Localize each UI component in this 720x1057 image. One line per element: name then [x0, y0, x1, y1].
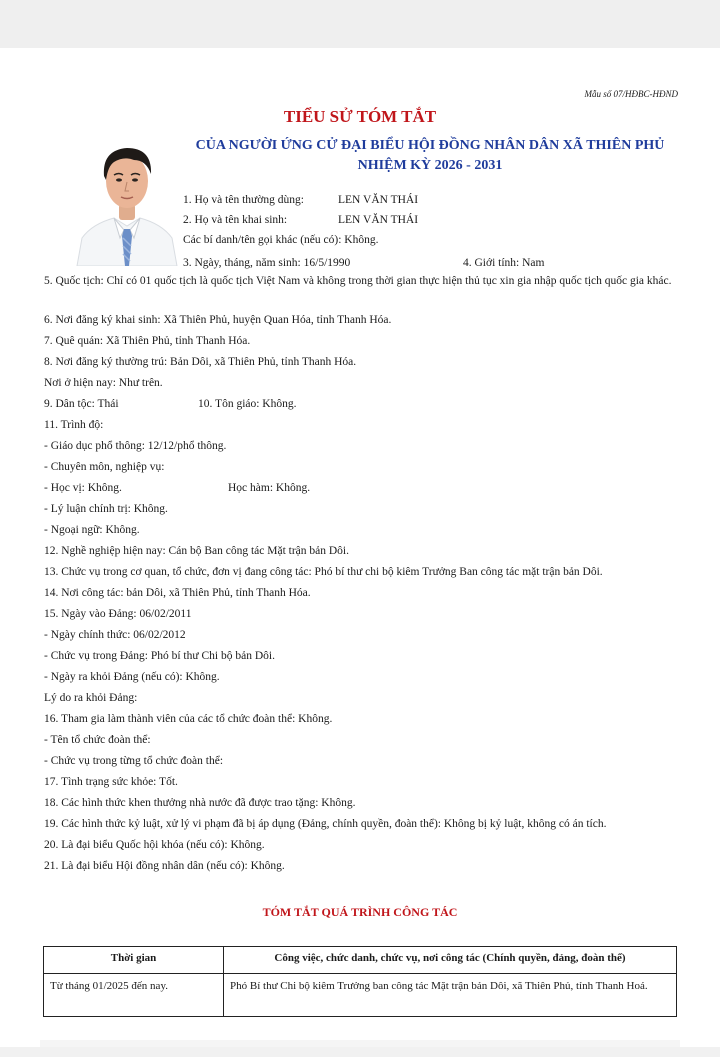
field-foreign-language: - Ngoại ngữ: Không. [44, 524, 140, 536]
field-party-official-date: - Ngày chính thức: 06/02/2012 [44, 629, 186, 641]
field-party-leave-date: - Ngày ra khỏi Đảng (nếu có): Không. [44, 671, 220, 683]
top-bar [0, 0, 720, 48]
field-occupation: 12. Nghề nghiệp hiện nay: Cán bộ Ban công tác Mặt trận bản Dôi. [44, 545, 349, 557]
field-birth-name-value: LEN VĂN THÁI [338, 214, 419, 226]
field-gender: 4. Giới tính: Nam [463, 257, 545, 269]
table-header-row [44, 947, 677, 974]
document-subtitle [180, 136, 680, 176]
document-title: TIỂU SỬ TÓM TẮT [283, 107, 437, 126]
document-page [0, 48, 720, 1047]
field-party-leave-reason: Lý do ra khỏi Đảng: [44, 692, 138, 704]
header-work: Công việc, chức danh, chức vụ, nơi công tác (Chính quyền, đảng, đoàn thể) [224, 947, 677, 974]
field-workplace: 14. Nơi công tác: bản Dôi, xã Thiên Phủ, tỉnh Thanh Hóa. [44, 587, 311, 599]
field-union-name: - Tên tổ chức đoàn thể: [44, 734, 151, 746]
work-history-title: TÓM TẮT QUÁ TRÌNH CÔNG TÁC [262, 905, 458, 919]
field-party-position: - Chức vụ trong Đảng: Phó bí thư Chi bộ bản Dôi. [44, 650, 275, 662]
subtitle-line-2: NHIỆM KỲ 2026 - 2031 [357, 158, 503, 173]
work-history-table [43, 946, 677, 1017]
field-birth-registration: 6. Nơi đăng ký khai sinh: Xã Thiên Phủ, huyện Quan Hóa, tỉnh Thanh Hóa. [44, 314, 392, 326]
field-degree: - Học vị: Không. [44, 482, 122, 494]
header-time: Thời gian [44, 947, 224, 974]
field-position: 13. Chức vụ trong cơ quan, tổ chức, đơn vị đang công tác: Phó bí thư chi bộ kiêm Trưởng Ban công tác mặt trận bản Dôi. [44, 566, 603, 578]
field-discipline: 19. Các hình thức kỷ luật, xử lý vi phạm đã bị áp dụng (Đảng, chính quyền, đoàn thể): Không bị kỷ luật, không có án tích. [44, 818, 607, 830]
field-dob: 3. Ngày, tháng, năm sinh: 16/5/1990 [183, 257, 351, 269]
field-residence: 8. Nơi đăng ký thường trú: Bản Dôi, xã Thiên Phủ, tỉnh Thanh Hóa. [44, 356, 357, 368]
field-peoples-council-deputy: 21. Là đại biểu Hội đồng nhân dân (nếu có): Không. [44, 860, 285, 872]
cell-time: Từ tháng 01/2025 đến nay. [44, 974, 224, 1017]
field-ethnicity: 9. Dân tộc: Thái [44, 398, 119, 410]
form-number: Mẫu số 07/HĐBC-HĐND [584, 89, 678, 99]
portrait-photo [72, 126, 182, 266]
field-national-assembly-deputy: 20. Là đại biểu Quốc hội khóa (nếu có): Không. [44, 839, 265, 851]
field-specialty: - Chuyên môn, nghiệp vụ: [44, 461, 165, 473]
field-current-residence: Nơi ở hiện nay: Như trên. [44, 377, 163, 389]
field-unions: 16. Tham gia làm thành viên của các tổ chức đoàn thể: Không. [44, 713, 333, 725]
field-union-position: - Chức vụ trong từng tổ chức đoàn thể: [44, 755, 224, 767]
field-nationality: 5. Quốc tịch: Chỉ có 01 quốc tịch là quốc tịch Việt Nam và không trong thời gian thực hiện thủ tục xin gia nhập quốc tịch quốc gia khác. [44, 275, 672, 287]
field-academic-title: Học hàm: Không. [228, 482, 311, 494]
field-political-theory: - Lý luận chính trị: Không. [44, 503, 168, 515]
field-general-education: - Giáo dục phổ thông: 12/12/phổ thông. [44, 440, 227, 452]
field-awards: 18. Các hình thức khen thưởng nhà nước đã được trao tặng: Không. [44, 797, 356, 809]
portrait-photo-icon [72, 126, 182, 266]
field-education: 11. Trình độ: [44, 419, 104, 431]
field-religion: 10. Tôn giáo: Không. [198, 398, 297, 410]
field-health: 17. Tình trạng sức khỏe: Tốt. [44, 776, 178, 788]
field-party-join-date: 15. Ngày vào Đảng: 06/02/2011 [44, 608, 192, 620]
field-common-name-value: LEN VĂN THÁI [338, 194, 419, 206]
field-common-name-label: 1. Họ và tên thường dùng: [183, 194, 304, 206]
table-row [44, 974, 677, 1017]
field-birth-name-label: 2. Họ và tên khai sinh: [183, 214, 288, 226]
field-alias: Các bí danh/tên gọi khác (nếu có): Không. [183, 234, 379, 246]
cell-work: Phó Bí thư Chi bộ kiêm Trưởng ban công tác Mặt trận bản Dôi, xã Thiên Phủ, tỉnh Thanh Hoá. [224, 974, 677, 1017]
field-hometown: 7. Quê quán: Xã Thiên Phủ, tỉnh Thanh Hóa. [44, 335, 251, 347]
page-bottom-edge [40, 1040, 680, 1047]
subtitle-line-1: CỦA NGƯỜI ỨNG CỬ ĐẠI BIỂU HỘI ĐỒNG NHÂN DÂN XÃ THIÊN PHỦ [195, 138, 665, 153]
